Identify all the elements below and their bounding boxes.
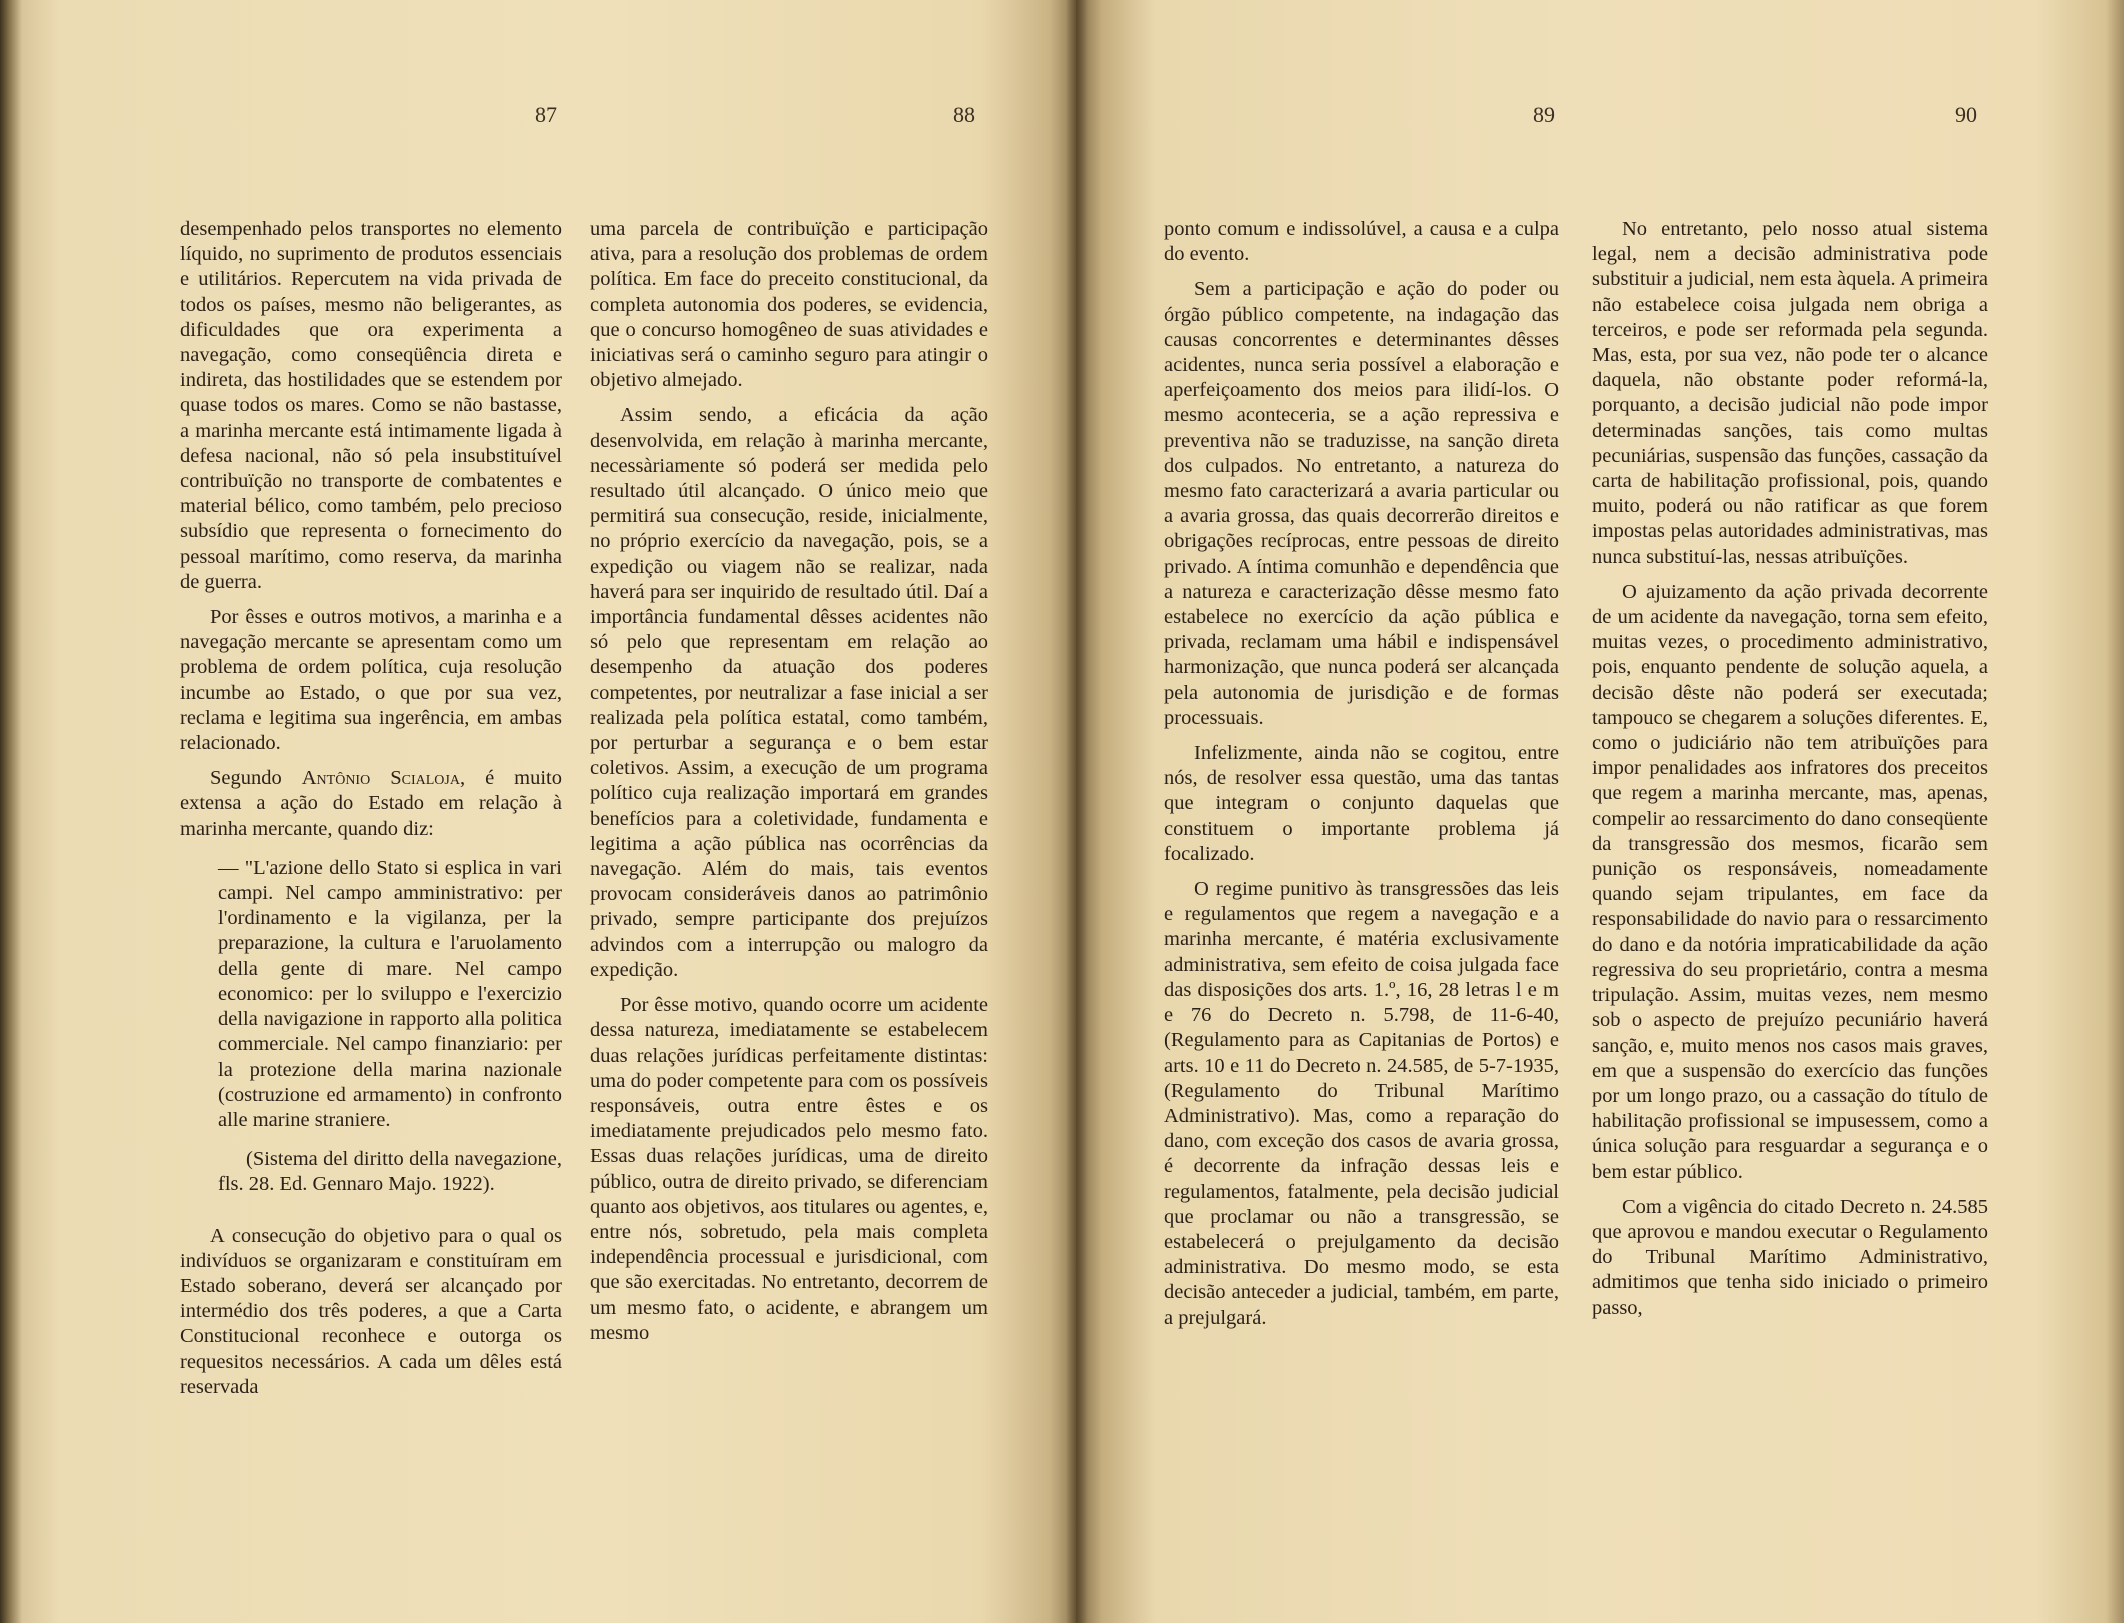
p90-paragraph-1: No entretanto, pelo nosso atual sistema legal, nem a decisão administrativa pode substituir a judicial, nem esta àquela. A primeira não estabelece coisa julgada nem obriga a terceiros, e pode ser reformada pela segunda. Mas, esta, por sua vez, não pode ter o alcance daquela, não obstante poder reformá-la, porquanto, a decisão judicial não pode impor determinadas sanções, tais como multas pecuniárias, suspensão das funções, cassação da carta de habilitação profissional, pois, quando muito, poderá ou não ratificar as que forem impostas pelas autoridades administrativas, mas nunca substituí-las, nessas atribuïções. [1592, 218, 1988, 568]
p89-paragraph-3: Infelizmente, ainda não se cogitou, entre nós, de resolver essa questão, uma das tantas que integram o conjunto daquelas que constituem o importante problema já focalizado. [1164, 742, 1559, 865]
p90-paragraph-3: Com a vigência do citado Decreto n. 24.585 que aprovou e mandou executar o Regulamento do Tribunal Marítimo Administrativo, admitimos que tenha sido iniciado o primeiro passo, [1592, 1195, 1988, 1319]
page-number-87: 87 [535, 102, 557, 127]
p89-paragraph-4: O regime punitivo às transgressões das leis e regulamentos que regem a navegação e a marinha mercante, é matéria exclusivamente administrativa, sem efeito de coisa julgada face das disposições dos arts. 1.º, 16, 28 letras l e m e 76 do Decreto n. 5.798, de 11-6-40, (Regulamento para as Capitanias de Portos) e arts. 10 e 11 do Decreto n. 24.585, de 5-7-1935, (Regulamento do Tribunal Marítimo Administrativo). Mas, como a reparação do dano, com exceção dos casos de avaria grossa, é decorrente da infração dessas leis e regulamentos, fatalmente, pela decisão judicial que proclamar ou não a transgressão, se estabelecerá o prejulgamento da decisão administrativa. Do mesmo modo, se esta decisão anteceder a judicial, também, em parte, a prejulgará. [1164, 878, 1559, 1329]
p87-para3-suffix: , é muito extensa a ação do Estado em relação à marinha mercante, quando diz: [180, 767, 563, 840]
page-number-88: 88 [953, 102, 975, 127]
page-88-column [590, 217, 988, 1346]
page-87-column [180, 217, 562, 1400]
p87-para3-prefix: Segundo [210, 767, 302, 790]
p88-paragraph-3: Por êsse motivo, quando ocorre um acidente dessa natureza, imediatamente se estabelecem duas relações jurídicas perfeitamente distintas: uma do poder competente para com os possíveis responsáveis, outra entre êstes e os imediatamente prejudicados pelo mesmo fato. Essas duas relações jurídicas, uma de direito público, outra de direito privado, se diferenciam quanto aos objetivos, aos titulares ou agentes, e, entre nós, sobretudo, pela mais completa independência processual e jurisdicional, com que são exercitadas. No entretanto, decorrem de um mesmo fato, o acidente, e abrangem um mesmo [590, 994, 988, 1344]
author-name: Antônio Scialoja [301, 767, 460, 790]
p89-paragraph-2: Sem a participação e ação do poder ou órgão público competente, na indagação das causas concorrentes e determinantes dêsses acidentes, nunca seria possível a elaboração e aperfeiçoamento dos meios para ilidí-los. O mesmo aconteceria, se a ação repressiva e preventiva não se traduzisse, na sanção direta dos culpados. No entretanto, a natureza do mesmo fato caracterizará a avaria particular ou a avaria grossa, das quais decorrerão direitos e obrigações recíprocas, entre pessoas de direito privado. A íntima comunhão e dependência que a natureza e caracterização dêsse mesmo fato estabelece no exercício da ação pública e privada, reclamam uma hábil e indispensável harmonização, que nunca poderá ser alcançada pela autonomia de jurisdição e de formas processuais. [1164, 278, 1559, 729]
page-number-90: 90 [1955, 102, 1977, 127]
p87-paragraph-2: Por êsses e outros motivos, a marinha e a navegação mercante se apresentam como um problema de ordem política, cuja resolução incumbe ao Estado, o que por sua vez, reclama e legitima sua ingerência, em ambas relacionado. [180, 606, 562, 755]
page-number-89: 89 [1533, 102, 1555, 127]
book-gutter [1066, 0, 1088, 1623]
p90-paragraph-2: O ajuizamento da ação privada decorrente de um acidente da navegação, torna sem efeito, muitas vezes, o procedimento administrativo, pois, enquanto pendente de solução aquela, a decisão dêste não poderá ser executada; tampouco se chegarem a soluções diferentes. E, como o judiciário não tem atribuïções para impor penalidades aos infratores dos preceitos que regem a marinha mercante, mas, apenas, compelir ao ressarcimento do dano conseqüente da transgressão dos mesmos, ficarão sem punição os responsáveis, nomeadamente quando sejam tripulantes, em face da responsabilidade do navio para o ressarcimento do dano e da notória impraticabilidade da ação regressiva do seu proprietário, contra a mesma tripulação. Assim, muitas vezes, nem mesmo sob o aspecto de prejuízo pecuniário haverá sanção, e, muito menos nos casos mais graves, em que a suspensão do exercício das funções por um longo prazo, ou a cassação do título de habilitação profissional se impusessem, como a única solução para resguardar a segurança e o bem estar público. [1592, 580, 1988, 1183]
quote-citation: (Sistema del diritto della navegazione, fls. 28. Ed. Gennaro Majo. 1922). [218, 1148, 562, 1196]
p87-paragraph-4: A consecução do objetivo para o qual os indivíduos se organizaram e constituíram em Estado soberano, deverá ser alcançado por intermédio dos três poderes, a que a Carta Constitucional reconhece e outorga os requesitos necessários. A cada um dêles está reservada [180, 1224, 562, 1398]
p89-paragraph-1: ponto comum e indissolúvel, a causa e a culpa do evento. [1164, 218, 1559, 266]
p87-paragraph-3 [180, 766, 562, 842]
p88-paragraph-1: uma parcela de contribuïção e participação ativa, para a resolução dos problemas de ordem política. Em face do preceito constitucional, da completa autonomia dos poderes, se evidencia, que o concurso homogêneo de suas atividades e iniciativas será o caminho seguro para atingir o objetivo almejado. [590, 218, 988, 392]
p87-paragraph-1: desempenhado pelos transportes no elemento líquido, no suprimento de produtos essenciais e utilitários. Repercutem na vida privada de todos os países, mesmo não beligerantes, as dificuldades que ora experimenta a navegação, como conseqüência direta e indireta, das hostilidades que se estendem por quase todos os mares. Como se não bastasse, a marinha mercante está intimamente ligada à defesa nacional, não só pela insubstituível contribuïção no transporte de combatentes e material bélico, como também, pelo precioso subsídio que representa o fornecimento do pessoal marítimo, como reserva, da marinha de guerra. [180, 218, 562, 593]
italian-quote: — "L'azione dello Stato si esplica in vari campi. Nel campo amministrativo: per l'ordinamento e la vigilanza, per la preparazione, la cultura e l'aruolamento della gente di mare. Nel campo economico: per lo sviluppo e l'exercizio della navigazione in rapporto alla politica commerciale. Nel campo finanziario: per la protezione della marina nazionale (costruzione ed armamento) in confronto alle marine straniere. [218, 856, 562, 1131]
p88-paragraph-2: Assim sendo, a eficácia da ação desenvolvida, em relação à marinha mercante, necessàriamente só poderá ser medida pelo resultado útil alcançado. O único meio que permitirá sua consecução, reside, inicialmente, no próprio exercício da navegação, pois, se a expedição ou viagem não se realizar, nada haverá para ser inquirido de resultado útil. Daí a importância fundamental dêsses acidentes não só pelo que representam em relação ao desempenho da atuação dos poderes competentes, por neutralizar a fase inicial a ser realizada pela política estatal, como também, por perturbar a segurança e o bem estar coletivos. Assim, a execução de um programa político cuja realização importará em grandes benefícios para a coletividade, fundamenta e legitima a ação pública nas ocorrências da navegação. Além do mais, tais eventos provocam consideráveis danos ao patrimônio privado, sempre participante dos prejuízos advindos com a interrupção ou malogro da expedição. [590, 404, 988, 981]
page-89-column [1164, 217, 1559, 1331]
page-90-column [1592, 217, 1988, 1321]
